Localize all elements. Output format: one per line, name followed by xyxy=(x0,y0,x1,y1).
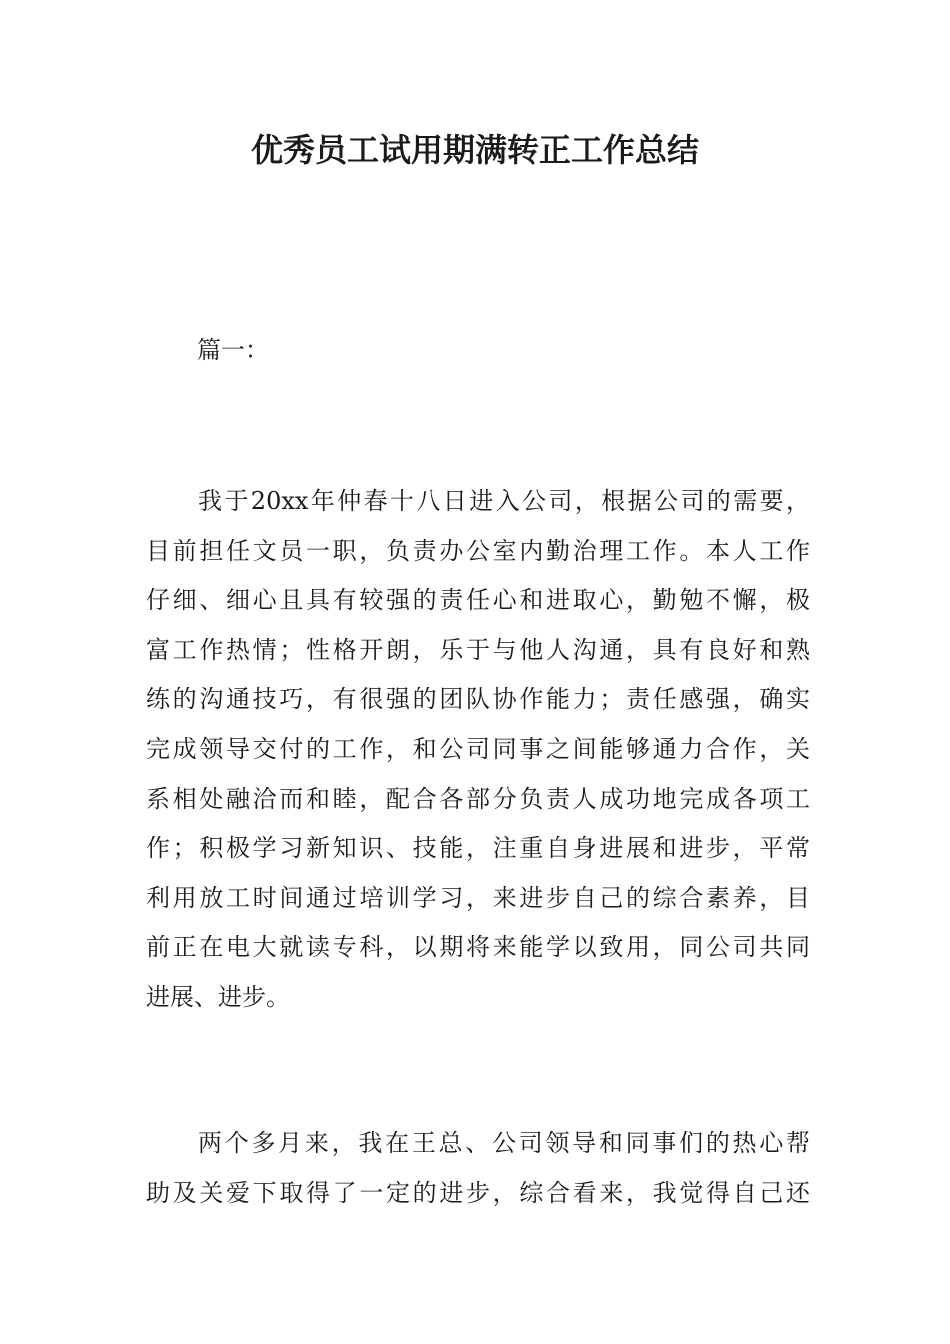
paragraph-line: 系相处融洽而和睦，配合各部分负责人成功地完成各项工 xyxy=(146,784,810,813)
paragraph-line: 作；积极学习新知识、技能，注重自身进展和进步，平常 xyxy=(146,834,810,863)
document-title: 优秀员工试用期满转正工作总结 xyxy=(250,131,699,169)
paragraph-2 xyxy=(146,1119,810,1218)
paragraph-line: 前正在电大就读专科，以期将来能学以致用，同公司共同 xyxy=(146,933,810,962)
paragraph-line: 练的沟通技巧，有很强的团队协作能力；责任感强，确实 xyxy=(146,685,810,714)
paragraph-line: 富工作热情；性格开朗，乐于与他人沟通，具有良好和熟 xyxy=(146,635,810,664)
paragraph-1 xyxy=(146,477,810,1023)
paragraph-line: 利用放工时间通过培训学习，来进步自己的综合素养，目 xyxy=(146,883,810,912)
section-label: 篇一： xyxy=(197,336,269,364)
paragraph-line: 仔细、细心且具有较强的责任心和进取心，勤勉不懈，极 xyxy=(146,586,810,615)
paragraph-line: 目前担任文员一职，负责办公室内勤治理工作。本人工作 xyxy=(146,536,810,565)
paragraph-line: 两个多月来，我在王总、公司领导和同事们的热心帮 xyxy=(198,1129,810,1157)
paragraph-line: 完成领导交付的工作，和公司同事之间能够通力合作，关 xyxy=(146,734,810,763)
paragraph-line: 进展、进步。 xyxy=(146,982,290,1011)
paragraph-line: 我于20xx年仲春十八日进入公司，根据公司的需要， xyxy=(198,487,810,515)
paragraph-line: 助及关爱下取得了一定的进步，综合看来，我觉得自己还 xyxy=(146,1178,810,1207)
